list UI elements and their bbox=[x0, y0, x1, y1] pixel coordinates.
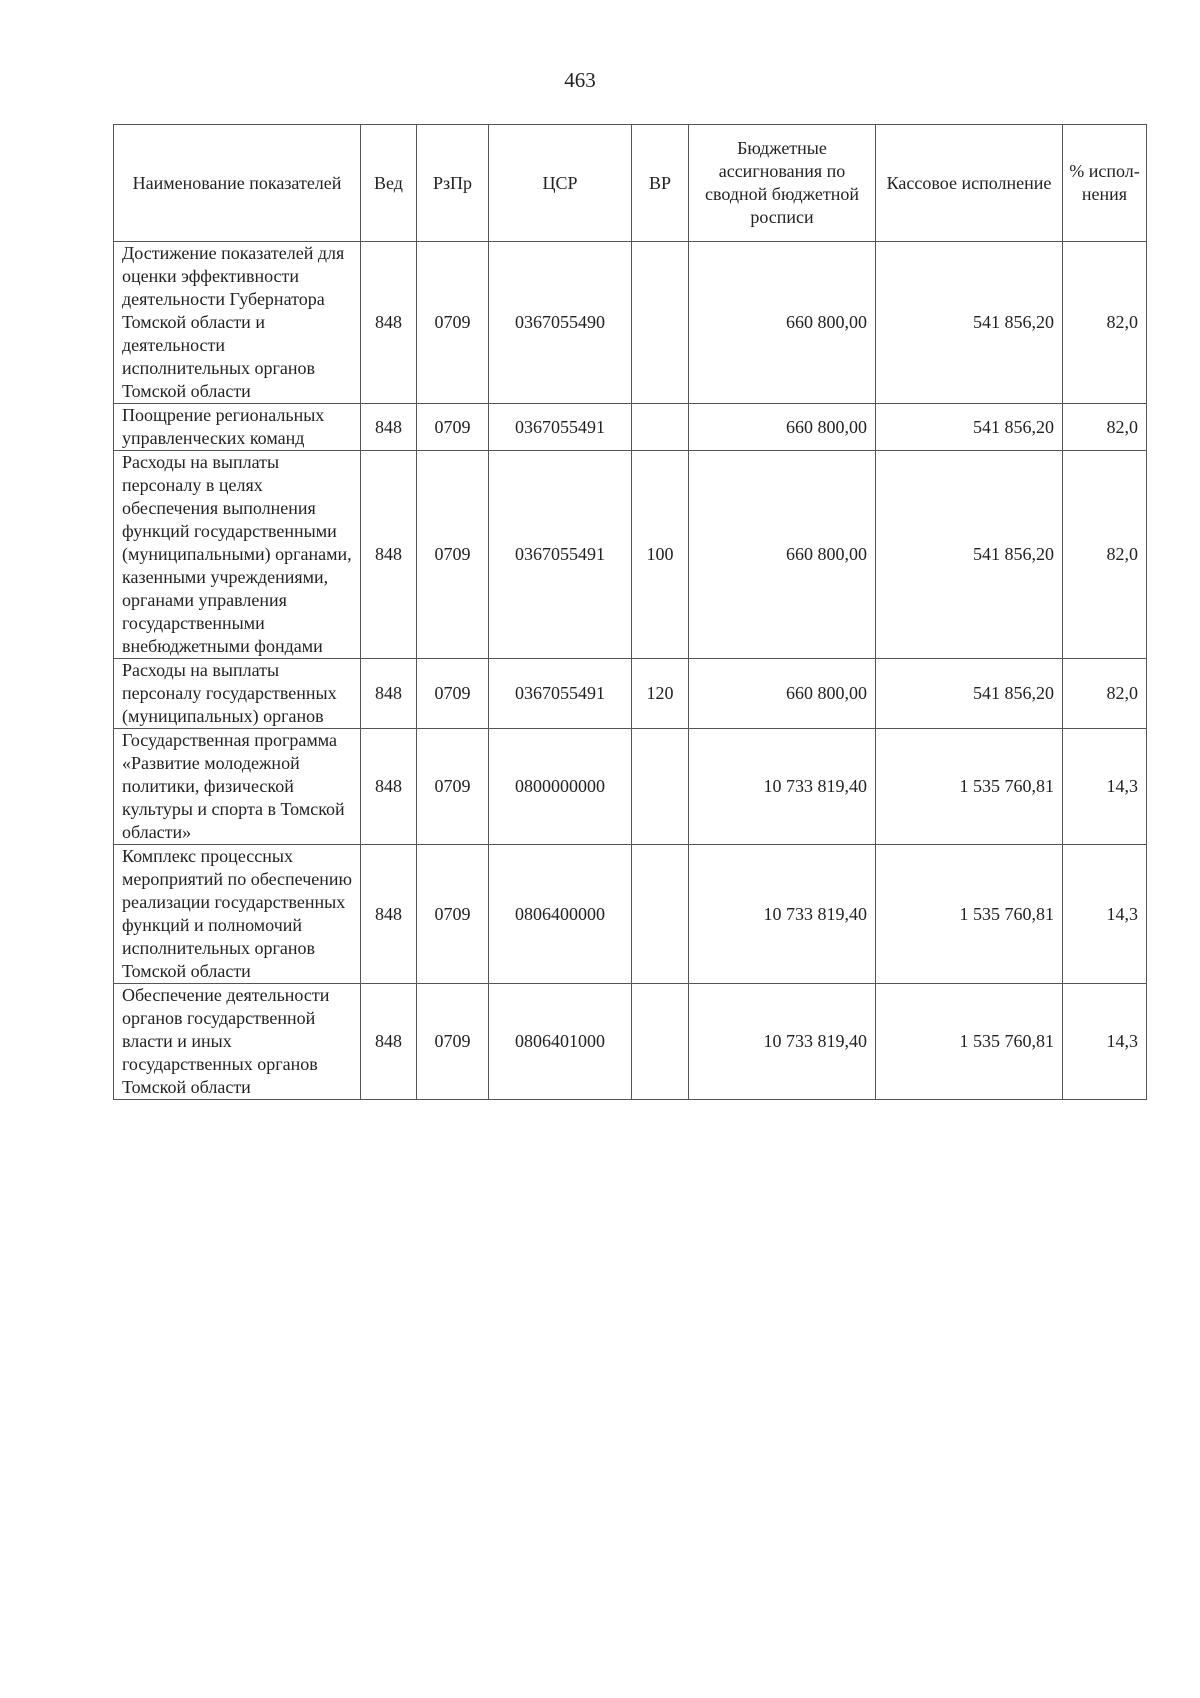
cell-assignments: 10 733 819,40 bbox=[689, 984, 876, 1100]
table-row bbox=[114, 845, 1147, 984]
table-row bbox=[114, 984, 1147, 1100]
cell-csr: 0367055491 bbox=[489, 404, 632, 451]
header-cash: Кассовое исполнение bbox=[876, 125, 1063, 242]
cell-rzpr: 0709 bbox=[417, 845, 489, 984]
cell-percent: 82,0 bbox=[1063, 659, 1147, 729]
cell-cash: 541 856,20 bbox=[876, 659, 1063, 729]
cell-ved: 848 bbox=[361, 984, 417, 1100]
cell-cash: 1 535 760,81 bbox=[876, 984, 1063, 1100]
cell-ved: 848 bbox=[361, 729, 417, 845]
cell-csr: 0806400000 bbox=[489, 845, 632, 984]
cell-cash: 541 856,20 bbox=[876, 404, 1063, 451]
cell-assignments: 660 800,00 bbox=[689, 404, 876, 451]
cell-ved: 848 bbox=[361, 659, 417, 729]
cell-cash: 1 535 760,81 bbox=[876, 845, 1063, 984]
cell-csr: 0367055490 bbox=[489, 242, 632, 404]
cell-assignments: 10 733 819,40 bbox=[689, 729, 876, 845]
cell-vr: 120 bbox=[632, 659, 689, 729]
table-row bbox=[114, 451, 1147, 659]
table-row bbox=[114, 242, 1147, 404]
cell-assignments: 10 733 819,40 bbox=[689, 845, 876, 984]
cell-name: Комплекс процессных мероприятий по обеспечению реализации государственных функций и полномочий исполнительных органов Томской области bbox=[114, 845, 361, 984]
cell-percent: 14,3 bbox=[1063, 729, 1147, 845]
cell-cash: 541 856,20 bbox=[876, 242, 1063, 404]
cell-cash: 541 856,20 bbox=[876, 451, 1063, 659]
cell-name: Достижение показателей для оценки эффективности деятельности Губернатора Томской области и деятельности исполнительных органов Томской области bbox=[114, 242, 361, 404]
cell-rzpr: 0709 bbox=[417, 404, 489, 451]
cell-vr bbox=[632, 404, 689, 451]
cell-ved: 848 bbox=[361, 845, 417, 984]
cell-assignments: 660 800,00 bbox=[689, 659, 876, 729]
cell-cash: 1 535 760,81 bbox=[876, 729, 1063, 845]
cell-vr bbox=[632, 729, 689, 845]
cell-csr: 0800000000 bbox=[489, 729, 632, 845]
cell-vr bbox=[632, 242, 689, 404]
cell-rzpr: 0709 bbox=[417, 451, 489, 659]
cell-percent: 82,0 bbox=[1063, 404, 1147, 451]
header-vr: ВР bbox=[632, 125, 689, 242]
cell-assignments: 660 800,00 bbox=[689, 242, 876, 404]
cell-percent: 82,0 bbox=[1063, 451, 1147, 659]
cell-percent: 14,3 bbox=[1063, 984, 1147, 1100]
header-name: Наименование показателей bbox=[114, 125, 361, 242]
cell-name: Государственная программа «Развитие молодежной политики, физической культуры и спорта в Томской области» bbox=[114, 729, 361, 845]
budget-table bbox=[113, 124, 1147, 1100]
cell-name: Обеспечение деятельности органов государственной власти и иных государственных органов Томской области bbox=[114, 984, 361, 1100]
cell-percent: 82,0 bbox=[1063, 242, 1147, 404]
cell-name: Расходы на выплаты персоналу в целях обеспечения выполнения функций государственными (муниципальными) органами, казенными учреждениями, органами управления государственными внебюджетными фондами bbox=[114, 451, 361, 659]
cell-percent: 14,3 bbox=[1063, 845, 1147, 984]
cell-csr: 0806401000 bbox=[489, 984, 632, 1100]
cell-vr bbox=[632, 984, 689, 1100]
table-row bbox=[114, 729, 1147, 845]
cell-rzpr: 0709 bbox=[417, 729, 489, 845]
header-csr: ЦСР bbox=[489, 125, 632, 242]
cell-csr: 0367055491 bbox=[489, 659, 632, 729]
cell-ved: 848 bbox=[361, 242, 417, 404]
cell-name: Поощрение региональных управленческих команд bbox=[114, 404, 361, 451]
cell-assignments: 660 800,00 bbox=[689, 451, 876, 659]
header-rzpr: РзПр bbox=[417, 125, 489, 242]
cell-name: Расходы на выплаты персоналу государственных (муниципальных) органов bbox=[114, 659, 361, 729]
cell-rzpr: 0709 bbox=[417, 659, 489, 729]
cell-csr: 0367055491 bbox=[489, 451, 632, 659]
header-percent: % испол-нения bbox=[1063, 125, 1147, 242]
header-assignments: Бюджетные ассигнования по сводной бюджетной росписи bbox=[689, 125, 876, 242]
page-number: 463 bbox=[564, 68, 596, 92]
cell-vr bbox=[632, 845, 689, 984]
cell-rzpr: 0709 bbox=[417, 984, 489, 1100]
cell-rzpr: 0709 bbox=[417, 242, 489, 404]
header-ved: Вед bbox=[361, 125, 417, 242]
table-row bbox=[114, 404, 1147, 451]
cell-ved: 848 bbox=[361, 404, 417, 451]
cell-ved: 848 bbox=[361, 451, 417, 659]
table-header-row bbox=[114, 125, 1147, 242]
table-row bbox=[114, 659, 1147, 729]
cell-vr: 100 bbox=[632, 451, 689, 659]
